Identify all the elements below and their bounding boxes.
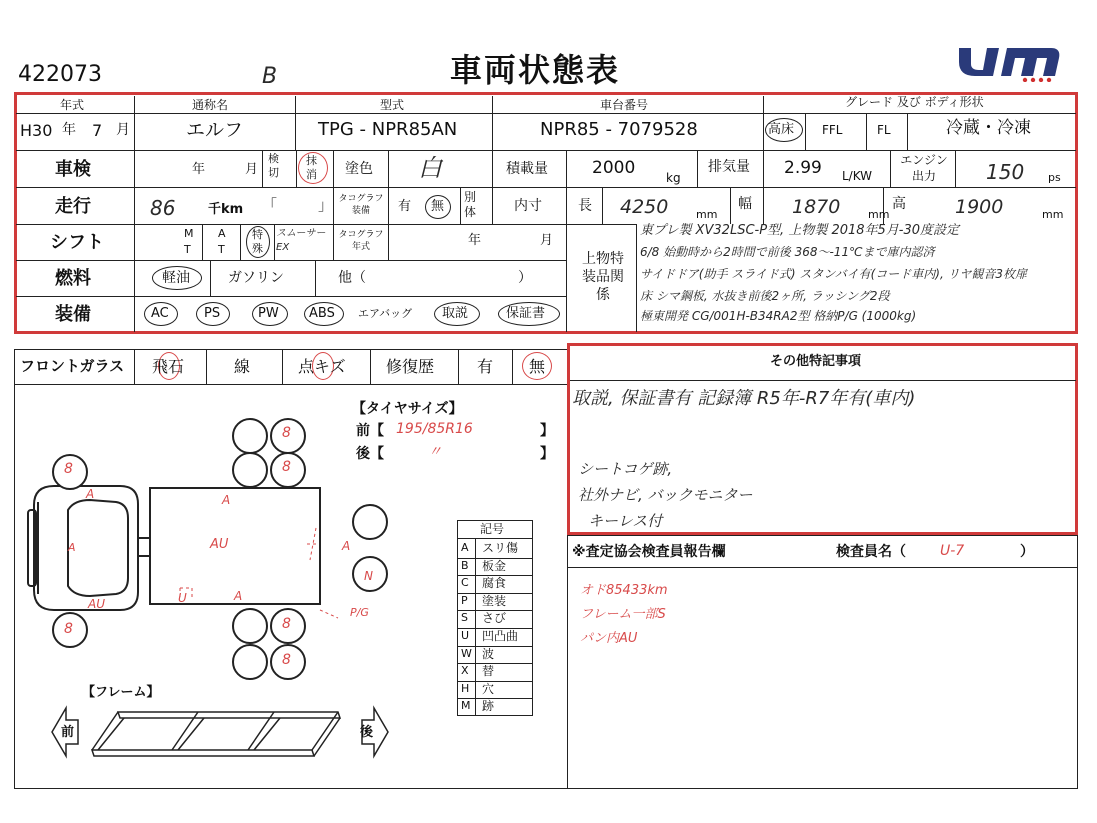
tacho-label: タコグラフ装備 bbox=[338, 194, 384, 216]
fuel-other: 他（ bbox=[338, 270, 366, 286]
height-unit: mm bbox=[1042, 208, 1064, 221]
height-label: 高 bbox=[892, 196, 906, 212]
shufukureki-ari: 有 bbox=[477, 357, 494, 376]
remarks-panel bbox=[567, 343, 1078, 535]
legend-value: 腐食 bbox=[482, 576, 507, 591]
sekisai-unit: kg bbox=[666, 171, 681, 185]
tacho-month-suffix: 月 bbox=[540, 233, 554, 248]
mark-a-cab-front: A bbox=[68, 541, 76, 554]
legend-key: U bbox=[461, 629, 470, 642]
model-code: TPG - NPR85AN bbox=[318, 119, 458, 140]
width-label: 幅 bbox=[738, 196, 752, 212]
windshield-label: フロントガラス bbox=[20, 357, 125, 375]
mark-au-body: AU bbox=[210, 537, 229, 552]
equip-manual: 取説 bbox=[442, 306, 469, 321]
tacho-ari: 有 bbox=[398, 199, 412, 214]
mark-n-spare: N bbox=[364, 569, 373, 583]
shift-toku: 特殊 bbox=[252, 228, 263, 255]
nenshiki-label: 年式 bbox=[60, 98, 85, 112]
shift-t-1: T bbox=[184, 243, 191, 256]
remarks-line-1: 取説, 保証書有 記録簿 R5年-R7年有(車内) bbox=[572, 388, 916, 409]
cab-option-1: 高床 bbox=[768, 122, 795, 137]
shufukureki-nashi: 無 bbox=[529, 357, 546, 376]
equip-pw: PW bbox=[258, 306, 279, 321]
tire-mark-4: 8 bbox=[64, 621, 73, 637]
haikiryo-value: 2.99 bbox=[784, 158, 822, 178]
legend-value: 板金 bbox=[482, 558, 507, 573]
equip-warranty: 保証書 bbox=[506, 306, 546, 321]
legend-value: 替 bbox=[482, 664, 495, 679]
haikiryo-label: 排気量 bbox=[708, 159, 750, 175]
jousou-line-2: 6/8 始動時から2時間で前後 368～-11℃まで庫内認済 bbox=[640, 245, 935, 259]
legend-value: 凹凸曲 bbox=[482, 629, 519, 643]
height-value: 1900 bbox=[955, 196, 1004, 218]
inspector-note-2: フレーム一部S bbox=[580, 607, 666, 622]
sekisai-value: 2000 bbox=[592, 158, 636, 178]
legend-key: P bbox=[461, 593, 468, 607]
inspector-note-3: パン内AU bbox=[580, 631, 638, 646]
legend-key: B bbox=[461, 558, 469, 572]
shadai-label: 車台番号 bbox=[600, 98, 649, 112]
legend-divider bbox=[457, 558, 533, 559]
tire-mark-2: 8 bbox=[282, 459, 291, 475]
shift-m: M bbox=[184, 227, 194, 240]
inspector-name-close: ） bbox=[1020, 544, 1034, 560]
shaken-year: 年 bbox=[192, 162, 206, 177]
mileage-unit: 千km bbox=[208, 202, 244, 217]
remarks-line-4: キーレス付 bbox=[588, 512, 663, 530]
legend-key: H bbox=[461, 681, 470, 695]
mark-pg: P/G bbox=[350, 606, 369, 619]
jousou-line-3: サイドドア(助手 スライド式) スタンバイ有(コード車内), リヤ観音3枚扉 bbox=[640, 267, 1027, 281]
equip-ac: AC bbox=[151, 306, 169, 321]
length-unit: mm bbox=[696, 208, 718, 221]
grade-mark: B bbox=[262, 64, 278, 89]
legend-key: C bbox=[461, 576, 469, 590]
tire-mid-right-outer bbox=[232, 452, 268, 488]
legend-key: M bbox=[461, 699, 471, 713]
legend-divider bbox=[457, 593, 533, 594]
length-label: 長 bbox=[578, 198, 592, 214]
length-value: 4250 bbox=[620, 196, 669, 218]
legend-divider bbox=[457, 575, 533, 576]
color-value: 白 bbox=[418, 154, 442, 182]
legend-key: W bbox=[461, 646, 472, 660]
tire-spare-1 bbox=[352, 504, 388, 540]
equip-abs: ABS bbox=[309, 306, 335, 321]
shift-a: A bbox=[218, 227, 226, 240]
frame-diagram bbox=[48, 700, 392, 770]
mark-a-rear: A bbox=[342, 539, 351, 553]
inspector-name-label: 検査員名（ bbox=[836, 544, 906, 560]
model-name: エルフ bbox=[186, 119, 244, 141]
jousou-line-5: 極東開発 CG/001H-B34RA2型 格納P/G (1000kg) bbox=[640, 309, 917, 323]
kenkiri-label: 検切 bbox=[268, 152, 279, 179]
shift-note: スムーサーEX bbox=[276, 228, 326, 253]
engine-value: 150 bbox=[986, 160, 1025, 184]
legend-key: S bbox=[461, 611, 468, 625]
chassis-number: NPR85 - 7079528 bbox=[540, 119, 698, 140]
tire-rear-label: 後【 bbox=[356, 446, 384, 462]
katashiki-label: 型式 bbox=[380, 98, 405, 112]
legend-divider bbox=[457, 663, 533, 664]
betsutai-label: 別体 bbox=[464, 190, 477, 219]
remarks-line-2: シートコゲ跡, bbox=[578, 460, 673, 478]
masshou-label: 抹消 bbox=[306, 154, 317, 181]
shaken-label: 車検 bbox=[55, 159, 91, 180]
width-value: 1870 bbox=[792, 196, 841, 218]
tacho-year-suffix: 年 bbox=[468, 233, 482, 248]
inspector-note-1: オド85433km bbox=[580, 583, 668, 598]
company-logo bbox=[955, 40, 1065, 82]
soubi-label: 装備 bbox=[55, 304, 91, 325]
mark-a-body-bottom: A bbox=[234, 589, 243, 603]
mark-a-body-top: A bbox=[222, 493, 231, 507]
tire-rear2-left-outer bbox=[232, 644, 268, 680]
tire-front-label: 前【 bbox=[356, 423, 384, 439]
fuel-other-close: ） bbox=[518, 270, 532, 286]
tire-mark-6: 8 bbox=[282, 652, 291, 668]
toshoku-label: 塗色 bbox=[345, 161, 373, 177]
tire-front-value: 195/85R16 bbox=[396, 421, 473, 437]
legend-value: 穴 bbox=[482, 681, 495, 696]
legend-value: 跡 bbox=[482, 699, 495, 714]
legend-value: さび bbox=[482, 611, 507, 626]
soukou-label: 走行 bbox=[55, 196, 91, 217]
legend-divider bbox=[457, 681, 533, 682]
mileage-value: 86 bbox=[150, 196, 176, 220]
sunpo-label: 内寸 bbox=[514, 198, 542, 214]
frame-rear-label: 後 bbox=[360, 725, 374, 740]
page-title: 車両状態表 bbox=[450, 51, 621, 89]
jousou-label: 上物特装品関係 bbox=[582, 251, 624, 303]
jousou-line-4: 床 シマ鋼板, 水抜き前後2ヶ所, ラッシング2段 bbox=[640, 289, 890, 303]
nenryo-label: 燃料 bbox=[55, 268, 91, 289]
cab-option-3: FL bbox=[877, 123, 891, 137]
legend-title: 記号 bbox=[480, 522, 505, 536]
inspector-name-value: U-7 bbox=[940, 543, 965, 559]
cab-option-2: FFL bbox=[822, 123, 843, 137]
month-suffix: 月 bbox=[116, 122, 130, 138]
engine-label: エンジン出力 bbox=[900, 153, 948, 183]
remarks-title: その他特記事項 bbox=[770, 354, 862, 369]
mark-au-cab: AU bbox=[88, 597, 105, 611]
engine-unit: ps bbox=[1048, 171, 1061, 184]
legend-value: スリ傷 bbox=[482, 541, 519, 555]
legend-divider bbox=[457, 646, 533, 647]
legend-divider bbox=[457, 610, 533, 611]
remarks-line-3: 社外ナビ, バックモニター bbox=[578, 486, 753, 504]
mark-u-body: U bbox=[178, 591, 187, 605]
inspector-panel bbox=[567, 535, 1078, 789]
body-type: 冷蔵・冷凍 bbox=[946, 118, 1031, 138]
tsusho-label: 通称名 bbox=[192, 98, 229, 112]
shift-label: シフト bbox=[50, 232, 104, 253]
tire-rear-left-outer bbox=[232, 608, 268, 644]
tacho-year-label: タコグラフ年式 bbox=[338, 230, 384, 252]
tire-front-close: 】 bbox=[540, 423, 554, 439]
shufukureki-label: 修復歴 bbox=[386, 357, 435, 376]
legend-key: A bbox=[461, 541, 469, 554]
tire-rear-close: 】 bbox=[540, 446, 554, 462]
quote-open: 「 bbox=[262, 196, 278, 214]
month-value: 7 bbox=[92, 121, 103, 140]
fuel-keiyu: 軽油 bbox=[162, 270, 190, 286]
sekisai-label: 積載量 bbox=[506, 161, 548, 177]
legend-divider bbox=[457, 628, 533, 629]
windshield-tenkizu: 点キズ bbox=[298, 357, 346, 376]
legend-divider bbox=[457, 698, 533, 699]
jousou-line-1: 東プレ製 XV32LSC-P型, 上物製 2018年5月-30度設定 bbox=[640, 223, 960, 238]
shift-t-2: T bbox=[218, 243, 225, 256]
legend-key: X bbox=[461, 664, 469, 678]
shaken-month: 月 bbox=[245, 162, 259, 177]
haikiryo-unit: L/KW bbox=[842, 169, 873, 183]
legend-value: 波 bbox=[482, 646, 495, 661]
document-id: 422073 bbox=[18, 62, 102, 87]
year-suffix: 年 bbox=[62, 122, 76, 138]
tire-size-header: 【タイヤサイズ】 bbox=[352, 401, 463, 417]
year-era: H30 bbox=[20, 121, 53, 140]
inspector-report-label: ※査定協会検査員報告欄 bbox=[572, 544, 726, 560]
tire-rear-value: 〃 bbox=[428, 444, 442, 460]
tire-mark-1: 8 bbox=[282, 425, 291, 441]
equip-ps: PS bbox=[204, 306, 221, 321]
mark-a-cab-top: A bbox=[86, 487, 95, 501]
quote-close: 」 bbox=[318, 196, 334, 214]
windshield-tobiishi: 飛石 bbox=[152, 357, 185, 376]
tire-front-right-outer bbox=[232, 418, 268, 454]
equip-airbag: エアバッグ bbox=[358, 307, 413, 320]
tire-mark-3: 8 bbox=[64, 461, 73, 477]
legend-value: 塗装 bbox=[482, 593, 507, 608]
grade-label: グレード 及び ボディ形状 bbox=[845, 95, 984, 109]
frame-front-label: 前 bbox=[61, 725, 75, 740]
windshield-sen: 線 bbox=[234, 357, 251, 376]
tacho-nashi: 無 bbox=[431, 199, 445, 214]
width-unit: mm bbox=[868, 208, 890, 221]
tire-mark-5: 8 bbox=[282, 616, 291, 632]
fuel-gasoline: ガソリン bbox=[228, 270, 284, 286]
frame-label: 【フレーム】 bbox=[82, 685, 160, 700]
